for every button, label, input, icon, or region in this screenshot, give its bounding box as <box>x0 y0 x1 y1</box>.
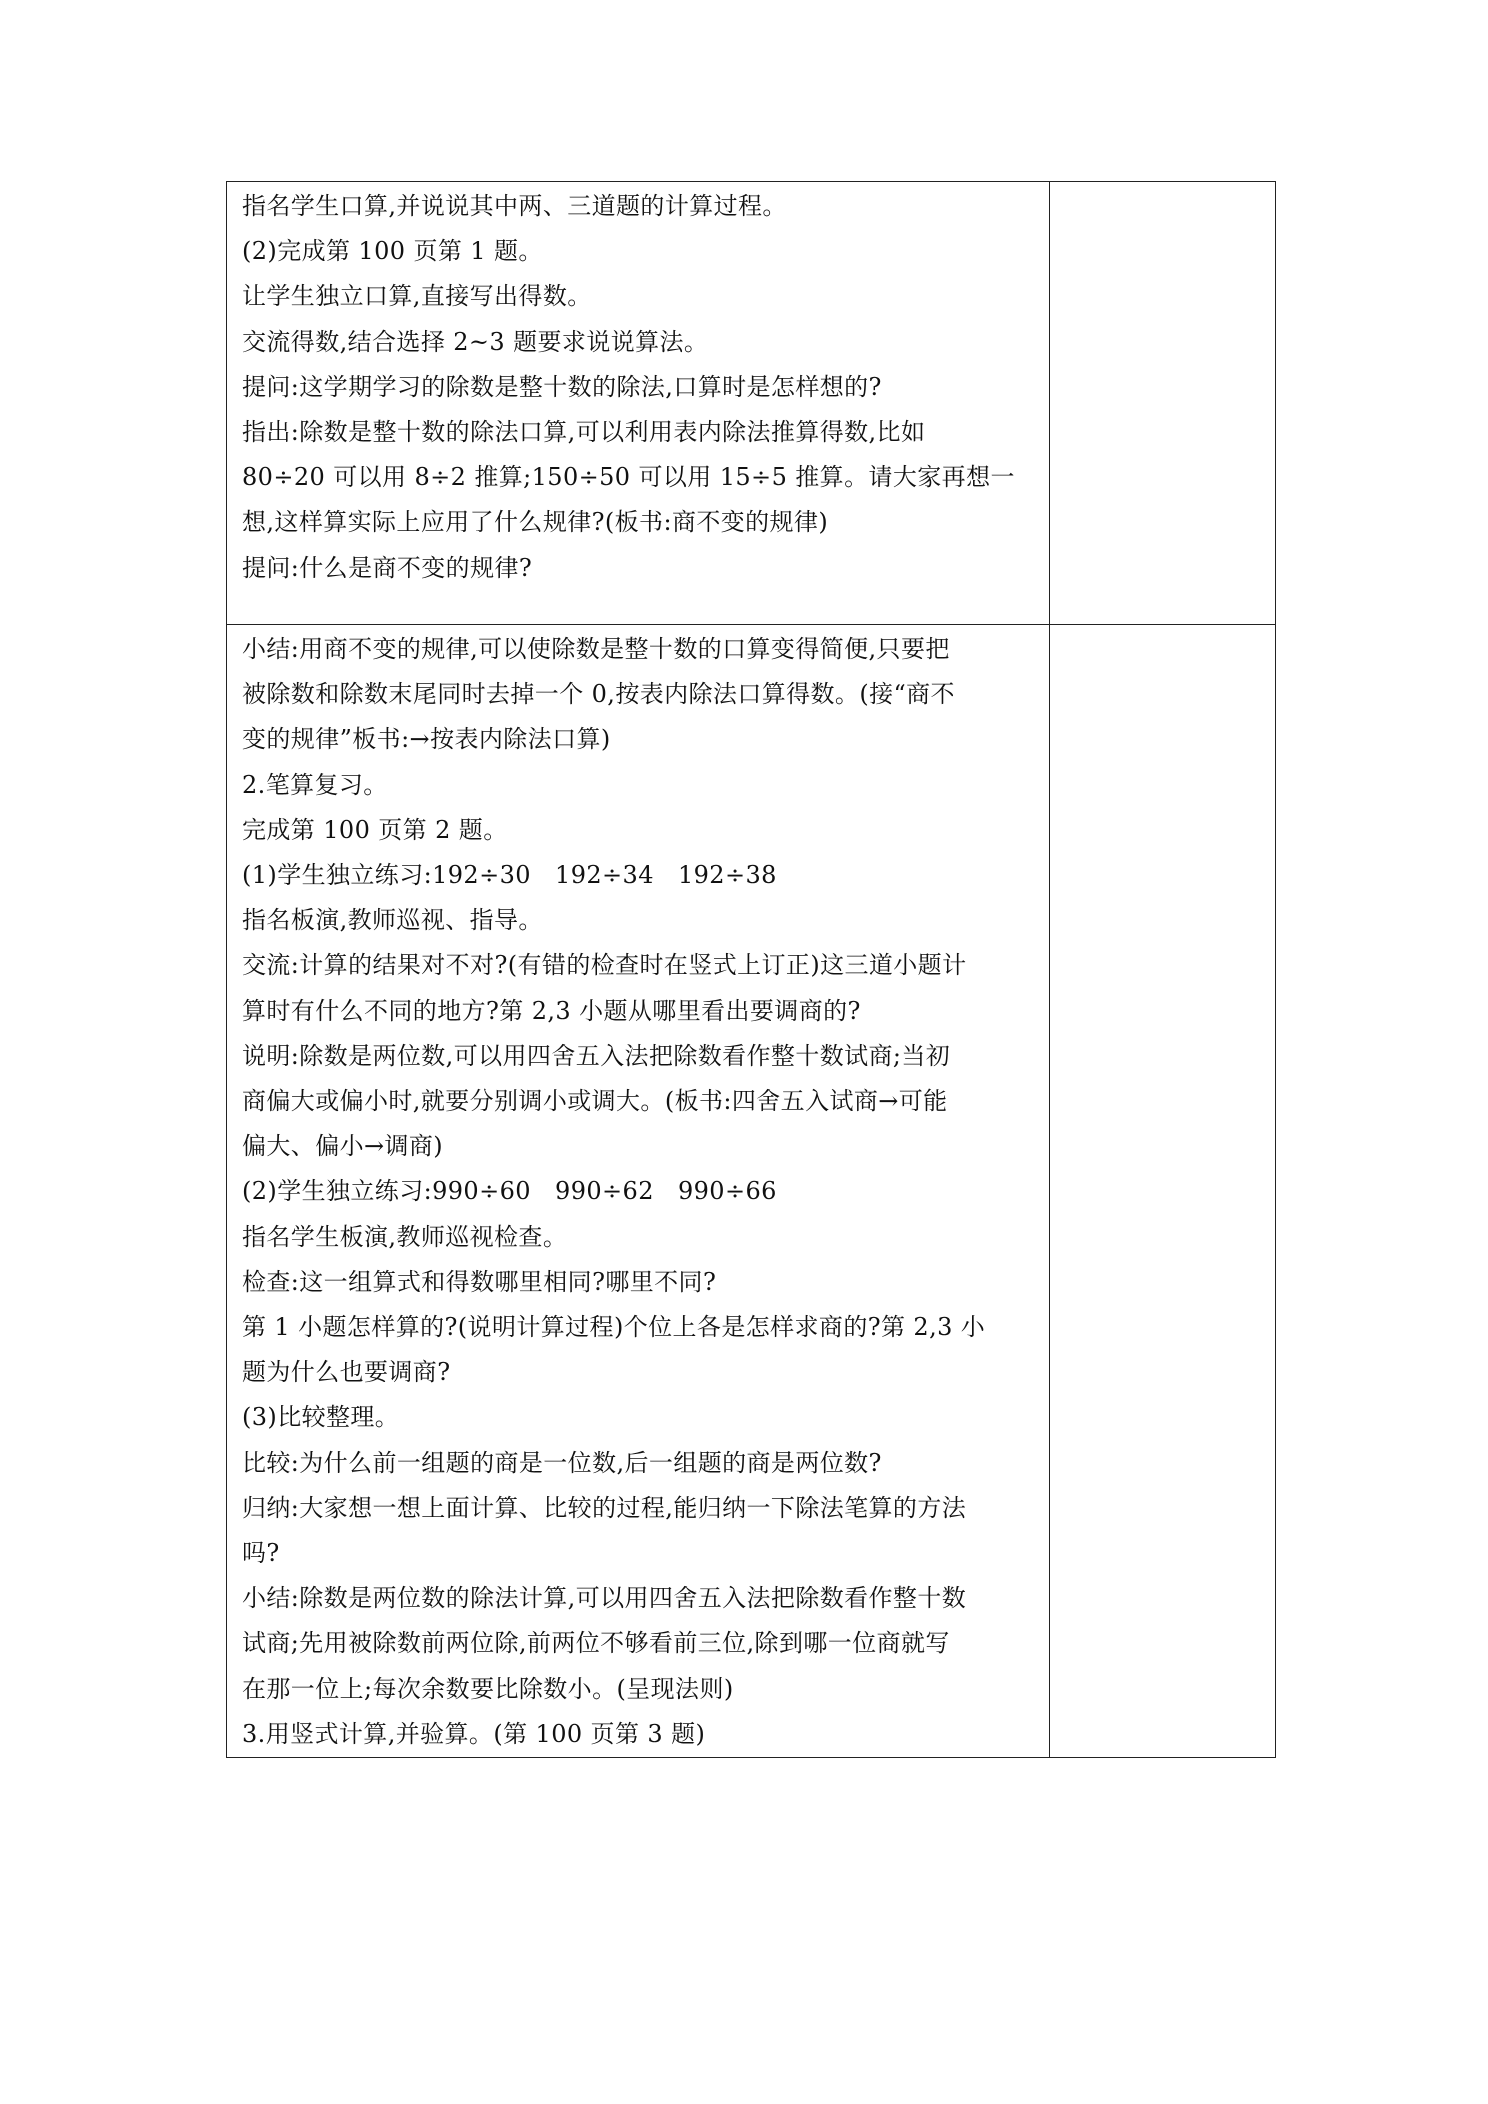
text-line: 被除数和除数末尾同时去掉一个 0,按表内除法口算得数。(接“商不 <box>242 680 955 709</box>
text-line: 题为什么也要调商? <box>242 1358 451 1387</box>
cell-text <box>227 182 1049 591</box>
text-line: 检查:这一组算式和得数哪里相同?哪里不同? <box>242 1267 717 1296</box>
text-line: 在那一位上;每次余数要比除数小。(呈现法则) <box>242 1674 734 1703</box>
text-line: 偏大、偏小→调商) <box>242 1132 444 1161</box>
text-line: 算时有什么不同的地方?第 2,3 小题从哪里看出要调商的? <box>242 996 861 1025</box>
text-line: 比较:为什么前一组题的商是一位数,后一组题的商是两位数? <box>242 1448 882 1477</box>
text-line: 提问:这学期学习的除数是整十数的除法,口算时是怎样想的? <box>242 372 882 401</box>
text-line: (2)完成第 100 页第 1 题。 <box>242 237 543 266</box>
text-line: 指名板演,教师巡视、指导。 <box>242 906 543 935</box>
table-row <box>227 182 1276 625</box>
text-line: 指出:除数是整十数的除法口算,可以利用表内除法推算得数,比如 <box>242 418 926 447</box>
text-line: 变的规律”板书:→按表内除法口算) <box>242 725 611 754</box>
text-line: 提问:什么是商不变的规律? <box>242 553 533 582</box>
table-row <box>227 625 1276 1758</box>
text-line: 80÷20 可以用 8÷2 推算;150÷50 可以用 15÷5 推算。请大家再想一 <box>242 463 1015 492</box>
text-line: (3)比较整理。 <box>242 1403 400 1432</box>
text-line: 指名学生口算,并说说其中两、三道题的计算过程。 <box>242 192 787 220</box>
lesson-content-cell <box>227 625 1050 1758</box>
cell-text <box>227 625 1049 1757</box>
text-line: 交流得数,结合选择 2~3 题要求说说算法。 <box>242 327 709 356</box>
text-line: 吗? <box>242 1539 280 1568</box>
text-line: (2)学生独立练习:990÷60 990÷62 990÷66 <box>242 1177 777 1206</box>
text-line: 说明:除数是两位数,可以用四舍五入法把除数看作整十数试商;当初 <box>242 1041 951 1070</box>
text-line: 小结:除数是两位数的除法计算,可以用四舍五入法把除数看作整十数 <box>242 1584 967 1613</box>
text-line: 完成第 100 页第 2 题。 <box>242 815 508 844</box>
lesson-content-cell <box>227 182 1050 625</box>
text-line: 归纳:大家想一想上面计算、比较的过程,能归纳一下除法笔算的方法 <box>242 1493 967 1522</box>
notes-cell <box>1049 182 1275 625</box>
text-line: 2.笔算复习。 <box>242 770 388 799</box>
text-line: 商偏大或偏小时,就要分别调小或调大。(板书:四舍五入试商→可能 <box>242 1087 948 1116</box>
text-line: 试商;先用被除数前两位除,前两位不够看前三位,除到哪一位商就写 <box>242 1629 950 1658</box>
text-line: 指名学生板演,教师巡视检查。 <box>242 1222 568 1251</box>
text-line: 小结:用商不变的规律,可以使除数是整十数的口算变得简便,只要把 <box>242 635 950 663</box>
text-line: (1)学生独立练习:192÷30 192÷34 192÷38 <box>242 861 777 890</box>
text-line: 想,这样算实际上应用了什么规律?(板书:商不变的规律) <box>242 508 829 537</box>
text-line: 第 1 小题怎样算的?(说明计算过程)个位上各是怎样求商的?第 2,3 小 <box>242 1313 986 1342</box>
text-line: 3.用竖式计算,并验算。(第 100 页第 3 题) <box>242 1719 706 1748</box>
notes-cell <box>1049 625 1275 1758</box>
text-line: 让学生独立口算,直接写出得数。 <box>242 282 592 311</box>
text-line: 交流:计算的结果对不对?(有错的检查时在竖式上订正)这三道小题计 <box>242 951 967 980</box>
lesson-table <box>226 181 1276 1758</box>
